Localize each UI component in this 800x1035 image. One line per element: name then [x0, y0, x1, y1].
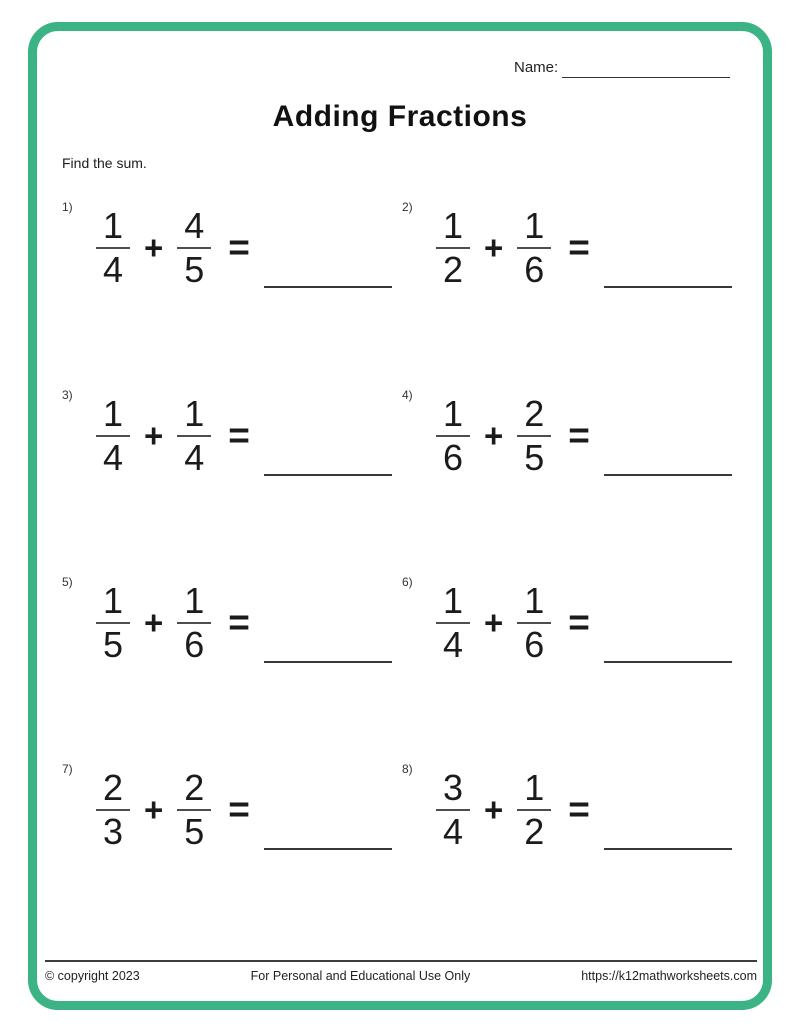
numerator: 1 — [184, 392, 205, 434]
footer-divider — [45, 960, 757, 962]
numerator: 1 — [442, 204, 464, 246]
numerator: 2 — [102, 766, 124, 808]
plus-operator: + — [484, 417, 504, 454]
numerator: 4 — [184, 204, 205, 246]
problem-4 — [402, 388, 742, 476]
answer-blank[interactable] — [264, 474, 392, 476]
equals-sign: = — [228, 415, 250, 456]
plus-operator: + — [484, 791, 504, 828]
equals-sign: = — [568, 227, 590, 268]
denominator: 2 — [524, 811, 545, 852]
fraction-first — [92, 392, 134, 478]
equation-row — [92, 392, 402, 478]
numerator: 1 — [102, 579, 124, 621]
equals-sign: = — [568, 415, 590, 456]
name-label: Name: — [514, 59, 559, 76]
fraction-second — [173, 766, 215, 852]
plus-operator: + — [484, 604, 504, 641]
fraction-second — [513, 204, 555, 290]
answer-blank[interactable] — [604, 286, 732, 288]
numerator: 1 — [102, 392, 124, 434]
equation-row — [92, 766, 402, 852]
problem-6 — [402, 575, 742, 663]
problem-2 — [402, 200, 742, 288]
equals-sign: = — [568, 602, 590, 643]
fraction-second — [173, 204, 215, 290]
denominator: 3 — [102, 811, 124, 852]
numerator: 2 — [524, 392, 545, 434]
answer-blank[interactable] — [264, 848, 392, 850]
equation-row — [432, 392, 742, 478]
fraction-first — [432, 766, 474, 852]
denominator: 2 — [442, 249, 464, 290]
numerator: 1 — [524, 204, 545, 246]
fraction-first — [92, 579, 134, 665]
footer-url: https://k12mathworksheets.com — [581, 969, 757, 983]
answer-blank[interactable] — [604, 474, 732, 476]
problem-number: 4) — [402, 388, 413, 402]
denominator: 4 — [102, 437, 124, 478]
equals-sign: = — [568, 789, 590, 830]
plus-operator: + — [144, 229, 164, 266]
name-row — [514, 58, 730, 78]
equation-row — [92, 204, 402, 290]
fraction-second — [173, 392, 215, 478]
fraction-second — [513, 579, 555, 665]
numerator: 1 — [102, 204, 124, 246]
answer-blank[interactable] — [604, 848, 732, 850]
denominator: 6 — [524, 624, 545, 665]
instruction-text: Find the sum. — [62, 155, 147, 171]
numerator: 1 — [184, 579, 205, 621]
problem-5 — [62, 575, 402, 663]
equals-sign: = — [228, 227, 250, 268]
denominator: 5 — [102, 624, 124, 665]
numerator: 3 — [442, 766, 464, 808]
equation-row — [92, 579, 402, 665]
denominator: 5 — [184, 249, 205, 290]
plus-operator: + — [484, 229, 504, 266]
denominator: 4 — [184, 437, 205, 478]
denominator: 6 — [524, 249, 545, 290]
fraction-first — [92, 204, 134, 290]
answer-blank[interactable] — [264, 661, 392, 663]
fraction-first — [432, 204, 474, 290]
numerator: 1 — [442, 579, 464, 621]
denominator: 4 — [102, 249, 124, 290]
problem-number: 7) — [62, 762, 73, 776]
numerator: 1 — [524, 766, 545, 808]
equals-sign: = — [228, 602, 250, 643]
fraction-second — [173, 579, 215, 665]
problem-3 — [62, 388, 402, 476]
problem-number: 6) — [402, 575, 413, 589]
footer-usage-note: For Personal and Educational Use Only — [250, 969, 471, 983]
answer-blank[interactable] — [264, 286, 392, 288]
answer-blank[interactable] — [604, 661, 732, 663]
problem-number: 2) — [402, 200, 413, 214]
numerator: 1 — [524, 579, 545, 621]
equals-sign: = — [228, 789, 250, 830]
problem-number: 3) — [62, 388, 73, 402]
fraction-second — [513, 392, 555, 478]
numerator: 1 — [442, 392, 464, 434]
footer — [45, 969, 757, 983]
problem-number: 1) — [62, 200, 73, 214]
plus-operator: + — [144, 791, 164, 828]
plus-operator: + — [144, 417, 164, 454]
denominator: 6 — [184, 624, 205, 665]
page-title: Adding Fractions — [272, 100, 528, 133]
footer-copyright: © copyright 2023 — [45, 969, 140, 983]
name-blank-line[interactable] — [562, 59, 730, 78]
fraction-first — [432, 579, 474, 665]
problem-1 — [62, 200, 402, 288]
problem-8 — [402, 762, 742, 850]
problem-7 — [62, 762, 402, 850]
plus-operator: + — [144, 604, 164, 641]
problem-number: 8) — [402, 762, 413, 776]
fraction-first — [432, 392, 474, 478]
denominator: 4 — [442, 624, 464, 665]
equation-row — [432, 579, 742, 665]
equation-row — [432, 766, 742, 852]
fraction-first — [92, 766, 134, 852]
equation-row — [432, 204, 742, 290]
denominator: 5 — [184, 811, 205, 852]
fraction-second — [513, 766, 555, 852]
problem-number: 5) — [62, 575, 73, 589]
denominator: 4 — [442, 811, 464, 852]
denominator: 5 — [524, 437, 545, 478]
numerator: 2 — [184, 766, 205, 808]
denominator: 6 — [442, 437, 464, 478]
